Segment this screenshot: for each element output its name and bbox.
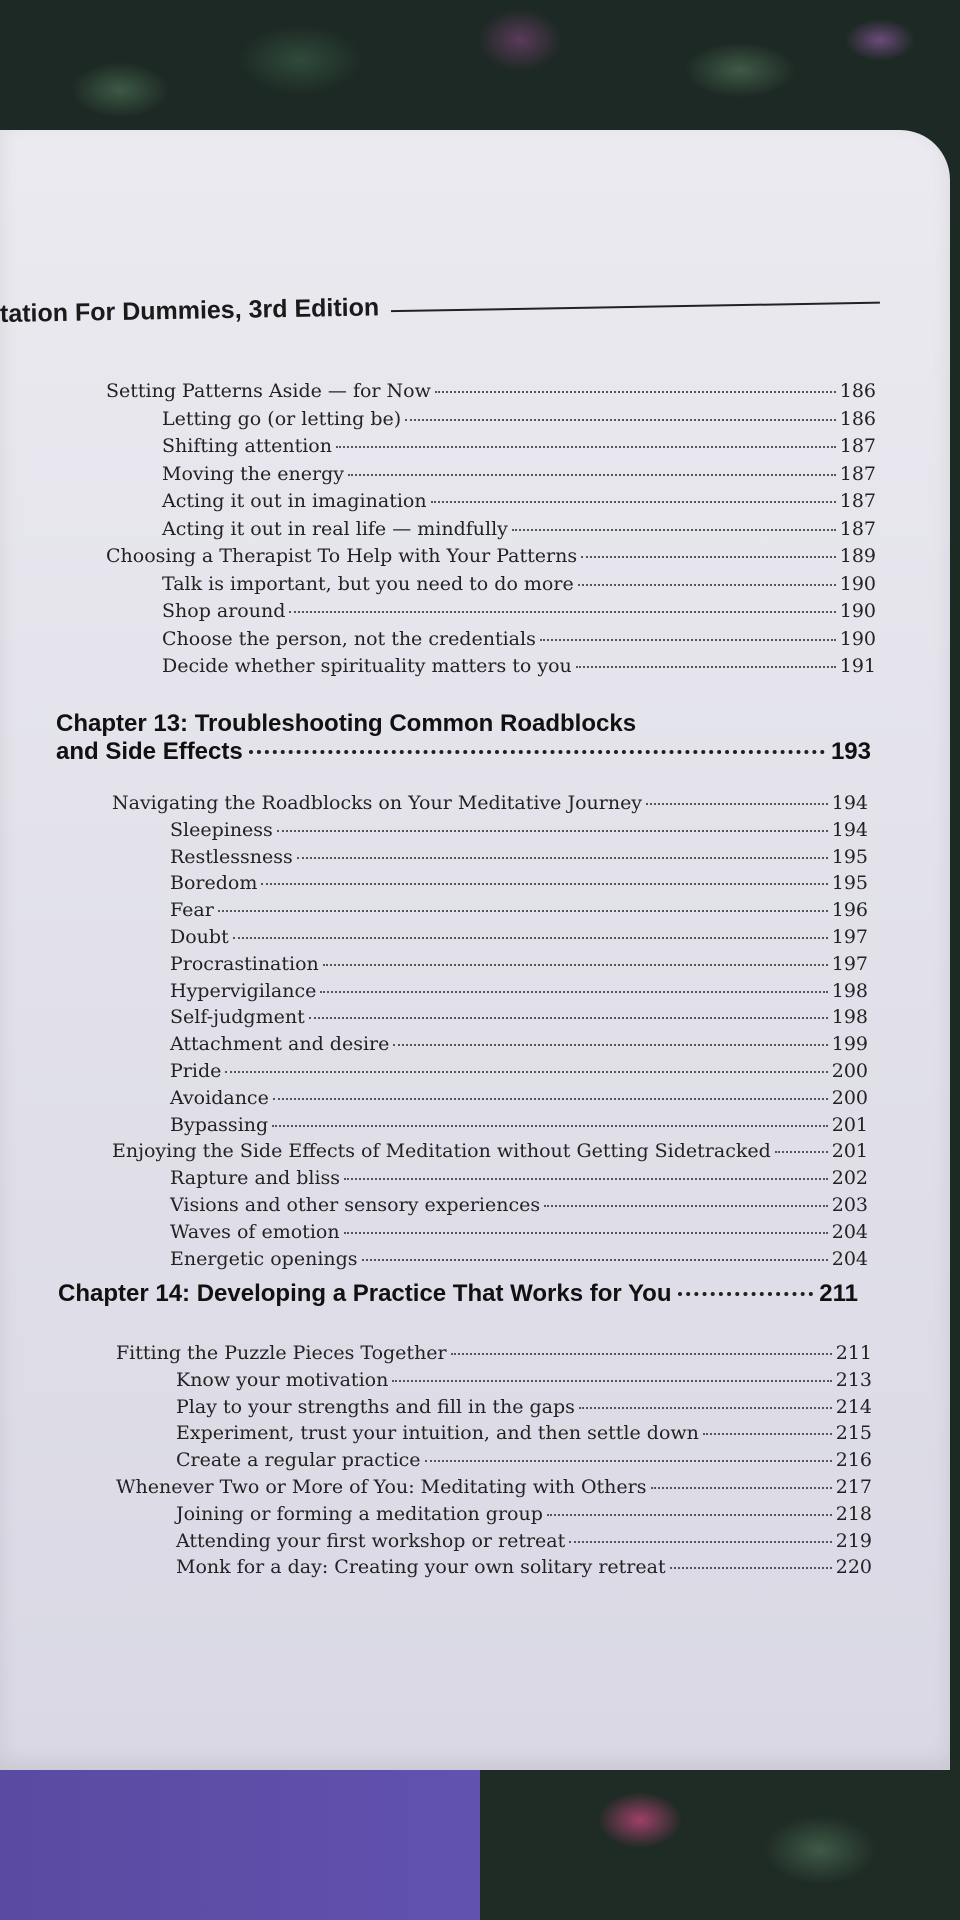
chapter-13-title-line1: Chapter 13: Troubleshooting Common Roadblocks bbox=[56, 710, 637, 737]
toc-subsection-entry bbox=[170, 846, 868, 868]
toc-subsection-entry bbox=[162, 463, 876, 485]
quilt-background-bottom-right bbox=[480, 1760, 960, 1920]
toc-entry-leader bbox=[323, 964, 828, 966]
toc-entry-label: Fitting the Puzzle Pieces Together bbox=[116, 1342, 447, 1364]
toc-entry-leader bbox=[289, 611, 835, 613]
toc-subsection-entry bbox=[170, 1167, 868, 1189]
chapter-14-heading bbox=[58, 1280, 858, 1308]
toc-entry-page: 216 bbox=[835, 1449, 872, 1472]
toc-entry-label: Choose the person, not the credentials bbox=[162, 627, 536, 650]
chapter-13-heading bbox=[56, 710, 871, 766]
toc-subsection-entry bbox=[176, 1422, 872, 1444]
toc-entry-page: 215 bbox=[835, 1422, 872, 1445]
toc-subsection-entry bbox=[170, 1248, 868, 1270]
toc-entry-label: Joining or forming a meditation group bbox=[176, 1502, 543, 1525]
toc-entry-page: 197 bbox=[831, 926, 868, 948]
toc-entry-page: 189 bbox=[839, 545, 876, 567]
toc-subsection-entry bbox=[170, 1033, 868, 1055]
toc-subsection-entry bbox=[170, 1114, 868, 1136]
running-head-title: tation For Dummies, 3rd Edition bbox=[0, 293, 380, 328]
toc-entry-label: Avoidance bbox=[170, 1086, 269, 1109]
toc-entry-leader bbox=[425, 1460, 832, 1462]
toc-entry-page: 201 bbox=[831, 1140, 868, 1163]
toc-entry-page: 190 bbox=[839, 627, 876, 650]
toc-entry-label: Know your motivation bbox=[176, 1368, 389, 1391]
toc-entry-page: 194 bbox=[831, 792, 868, 814]
toc-subsection-entry bbox=[176, 1369, 872, 1391]
toc-subsection-entry bbox=[176, 1449, 872, 1471]
toc-section-entry bbox=[106, 545, 876, 567]
toc-entry-leader bbox=[775, 1151, 828, 1153]
toc-entry-label: Pride bbox=[170, 1060, 222, 1082]
toc-entry-label: Visions and other sensory experiences bbox=[170, 1194, 541, 1216]
toc-entry-label: Enjoying the Side Effects of Meditation without Getting Sidetracked bbox=[112, 1140, 771, 1163]
toc-subsection-entry bbox=[170, 1194, 868, 1216]
toc-entry-leader bbox=[651, 1487, 832, 1489]
toc-entry-page: 196 bbox=[831, 899, 868, 922]
chapter-14-title: Chapter 14: Developing a Practice That Works for You bbox=[58, 1280, 672, 1307]
toc-entry-leader bbox=[277, 830, 828, 832]
toc-entry-label: Decide whether spirituality matters to you bbox=[162, 655, 572, 677]
toc-subsection-entry bbox=[162, 573, 876, 595]
toc-entry-leader bbox=[225, 1071, 827, 1073]
toc-entry-label: Self-judgment bbox=[170, 1006, 305, 1029]
toc-section-entry bbox=[116, 1342, 872, 1364]
toc-entry-leader bbox=[547, 1514, 832, 1516]
toc-entry-leader bbox=[362, 1259, 828, 1261]
toc-entry-leader bbox=[272, 1125, 828, 1127]
toc-subsection-entry bbox=[170, 899, 868, 921]
toc-entry-label: Whenever Two or More of You: Meditating with Others bbox=[116, 1476, 647, 1498]
toc-entry-label: Rapture and bliss bbox=[170, 1167, 341, 1190]
toc-subsection-entry bbox=[176, 1530, 872, 1552]
toc-entry-leader bbox=[569, 1541, 831, 1543]
toc-subsection-entry bbox=[162, 655, 876, 677]
toc-subsection-entry bbox=[170, 819, 868, 841]
toc-entry-page: 190 bbox=[839, 572, 876, 595]
toc-subsection-entry bbox=[176, 1503, 872, 1525]
toc-entry-page: 214 bbox=[835, 1395, 872, 1418]
toc-subsection-entry bbox=[162, 490, 876, 512]
toc-entry-page: 194 bbox=[831, 818, 868, 841]
toc-entry-leader bbox=[431, 501, 836, 503]
toc-section-entry bbox=[112, 1140, 868, 1162]
toc-entry-label: Choosing a Therapist To Help with Your Patterns bbox=[106, 545, 578, 567]
toc-entry-page: 186 bbox=[839, 380, 876, 402]
toc-subsection-entry bbox=[176, 1396, 872, 1418]
toc-subsection-entry bbox=[170, 1006, 868, 1028]
toc-entry-page: 220 bbox=[835, 1556, 872, 1579]
chapter-14-leader bbox=[678, 1292, 814, 1296]
toc-entry-label: Navigating the Roadblocks on Your Meditative Journey bbox=[112, 792, 643, 814]
toc-entry-label: Doubt bbox=[170, 926, 229, 948]
toc-entry-leader bbox=[581, 556, 836, 558]
toc-entry-page: 187 bbox=[839, 462, 876, 485]
toc-entry-label: Acting it out in imagination bbox=[162, 490, 427, 512]
toc-entry-leader bbox=[540, 639, 836, 641]
toc-entry-leader bbox=[544, 1205, 828, 1207]
toc-entry-page: 203 bbox=[831, 1194, 868, 1216]
toc-entry-page: 199 bbox=[831, 1033, 868, 1056]
toc-entry-label: Boredom bbox=[170, 872, 258, 895]
toc-entry-label: Energetic openings bbox=[170, 1247, 358, 1270]
toc-entry-leader bbox=[261, 883, 827, 885]
chapter-14-page: 211 bbox=[819, 1280, 858, 1307]
toc-entry-page: 200 bbox=[831, 1086, 868, 1109]
toc-entry-label: Fear bbox=[170, 899, 214, 922]
toc-entry-label: Monk for a day: Creating your own solitary retreat bbox=[176, 1556, 666, 1579]
toc-entry-page: 202 bbox=[831, 1167, 868, 1190]
toc-entry-page: 213 bbox=[835, 1368, 872, 1391]
toc-entry-leader bbox=[646, 803, 828, 805]
toc-entry-leader bbox=[344, 1232, 828, 1234]
toc-entry-leader bbox=[451, 1353, 832, 1355]
toc-entry-leader bbox=[670, 1567, 832, 1569]
toc-subsection-entry bbox=[170, 953, 868, 975]
toc-entry-leader bbox=[435, 391, 836, 393]
toc-entry-label: Attending your first workshop or retreat bbox=[176, 1529, 566, 1552]
toc-subsection-entry bbox=[162, 628, 876, 650]
toc-entry-label: Setting Patterns Aside — for Now bbox=[106, 380, 431, 402]
toc-subsection-entry bbox=[170, 1087, 868, 1109]
toc-entry-page: 187 bbox=[839, 435, 876, 457]
toc-entry-label: Procrastination bbox=[170, 952, 319, 975]
toc-entry-leader bbox=[273, 1098, 828, 1100]
toc-entry-page: 195 bbox=[831, 872, 868, 895]
toc-entry-label: Restlessness bbox=[170, 845, 293, 868]
toc-subsection-entry bbox=[170, 872, 868, 894]
toc-entry-label: Play to your strengths and fill in the gaps bbox=[176, 1395, 575, 1418]
toc-entry-page: 198 bbox=[831, 979, 868, 1002]
toc-subsection-entry bbox=[170, 1060, 868, 1082]
toc-entry-leader bbox=[320, 991, 827, 993]
toc-entry-leader bbox=[512, 529, 836, 531]
toc-subsection-entry bbox=[170, 926, 868, 948]
toc-entry-page: 201 bbox=[831, 1113, 868, 1136]
toc-entry-page: 186 bbox=[839, 407, 876, 430]
running-head-rule bbox=[391, 301, 880, 312]
toc-entry-leader bbox=[348, 474, 836, 476]
toc-subsection-entry bbox=[162, 518, 876, 540]
toc-entry-leader bbox=[405, 419, 836, 421]
toc-entry-label: Bypassing bbox=[170, 1113, 269, 1136]
toc-subsection-entry bbox=[170, 1221, 868, 1243]
toc-entry-page: 197 bbox=[831, 952, 868, 975]
chapter-13-leader bbox=[249, 750, 825, 754]
toc-entry-page: 204 bbox=[831, 1220, 868, 1243]
chapter-13-title-line2: and Side Effects bbox=[56, 738, 243, 765]
toc-entry-page: 191 bbox=[839, 655, 876, 677]
toc-entry-page: 187 bbox=[839, 517, 876, 540]
toc-entry-leader bbox=[393, 1044, 827, 1046]
toc-entry-leader bbox=[576, 666, 836, 668]
toc-entry-label: Sleepiness bbox=[170, 818, 273, 841]
toc-section-entry bbox=[106, 380, 876, 402]
toc-entry-page: 200 bbox=[831, 1060, 868, 1082]
toc-entry-leader bbox=[344, 1178, 828, 1180]
toc-entry-page: 187 bbox=[839, 490, 876, 512]
toc-subsection-entry bbox=[162, 435, 876, 457]
toc-entry-leader bbox=[336, 446, 836, 448]
toc-section-entry bbox=[112, 792, 868, 814]
toc-entry-label: Waves of emotion bbox=[170, 1220, 340, 1243]
toc-entry-label: Moving the energy bbox=[162, 462, 345, 485]
toc-entry-leader bbox=[703, 1433, 832, 1435]
toc-subsection-entry bbox=[170, 980, 868, 1002]
toc-entry-leader bbox=[297, 857, 828, 859]
toc-entry-page: 217 bbox=[835, 1476, 872, 1498]
toc-entry-page: 204 bbox=[831, 1247, 868, 1270]
toc-entry-label: Create a regular practice bbox=[176, 1449, 421, 1472]
toc-subsection-entry bbox=[176, 1556, 872, 1578]
toc-entry-leader bbox=[218, 910, 828, 912]
toc-entry-leader bbox=[392, 1380, 831, 1382]
toc-entry-label: Shop around bbox=[162, 600, 286, 622]
toc-entry-page: 195 bbox=[831, 845, 868, 868]
toc-entry-label: Hypervigilance bbox=[170, 979, 317, 1002]
chapter-13-page: 193 bbox=[830, 738, 871, 765]
toc-entry-label: Talk is important, but you need to do more bbox=[162, 572, 574, 595]
quilt-background-bottom-left bbox=[0, 1770, 480, 1920]
toc-subsection-entry bbox=[162, 600, 876, 622]
toc-entry-label: Letting go (or letting be) bbox=[162, 407, 402, 430]
toc-entry-label: Experiment, trust your intuition, and then settle down bbox=[176, 1422, 699, 1445]
toc-section-entry bbox=[116, 1476, 872, 1498]
toc-subsection-entry bbox=[162, 408, 876, 430]
toc-entry-page: 190 bbox=[839, 600, 876, 622]
toc-entry-leader bbox=[579, 1407, 832, 1409]
toc-entry-label: Attachment and desire bbox=[170, 1033, 390, 1056]
toc-entry-leader bbox=[233, 937, 828, 939]
toc-entry-leader bbox=[578, 584, 836, 586]
toc-entry-page: 219 bbox=[835, 1529, 872, 1552]
toc-entry-label: Acting it out in real life — mindfully bbox=[162, 517, 508, 540]
toc-entry-leader bbox=[309, 1017, 828, 1019]
toc-entry-page: 211 bbox=[835, 1342, 872, 1364]
toc-entry-label: Shifting attention bbox=[162, 435, 332, 457]
toc-entry-page: 198 bbox=[831, 1006, 868, 1029]
toc-entry-page: 218 bbox=[835, 1502, 872, 1525]
